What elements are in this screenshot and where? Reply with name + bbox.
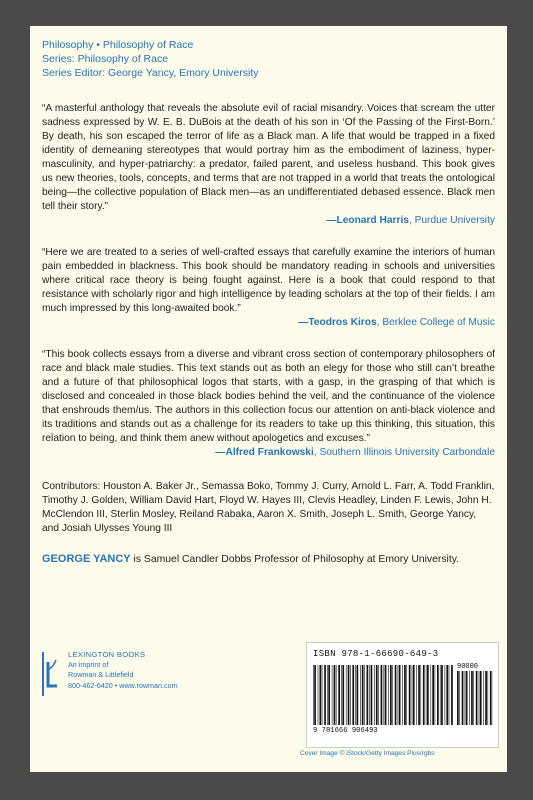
lexington-logo-icon xyxy=(42,652,60,696)
blurb-1-attribution xyxy=(42,214,495,228)
footer xyxy=(42,642,497,760)
publisher-info xyxy=(68,650,178,691)
barcode-bars xyxy=(313,665,453,725)
author-name: GEORGE YANCY xyxy=(42,553,131,565)
isbn-label: ISBN 978-1-66690-649-3 xyxy=(313,649,439,659)
back-cover xyxy=(30,26,507,772)
barcode-digits: 9 781666 906493 xyxy=(313,727,378,735)
publisher-imprint-line: An imprint of xyxy=(68,660,109,670)
barcode-addon-digits: 90000 xyxy=(457,663,479,671)
blurb-2-affiliation: , Berklee College of Music xyxy=(376,317,495,328)
blurb-1-author: —Leonard Harris xyxy=(326,215,409,226)
category-header xyxy=(42,38,495,80)
barcode-box xyxy=(306,642,499,748)
blurb-1: “A masterful anthology that reveals the absolute evil of racial misandry. Voices that scream the utter sadness expressed by W. E. B. DuBois at the death of his son in ‘Of the Passing of the First-Born.’ By death, his son escaped the terror of life as a Black man. A life that would be trapped in a fixed identity of demeaning stereotypes that would portray him as the embodiment of laziness, hyper-masculinity, and hyper-patriarchy: a predator, failed parent, and useless husband. This book gives us new theories, tools, concepts, and terms that are not trapped in a world that treats the ontological being—the collective population of Black men—as an undifferentiated debased essence. Black men tell their story.” xyxy=(42,103,495,212)
blurb-2: “Here we are treated to a series of well-crafted essays that carefully examine the interiors of human pain embedded in blackness. This book should be mandatory reading in schools and universities where critical race theory is being fought against. Here is a book that could respond to that resistance with scholarly rigor and high intelligence by leading scholars at the top of their fields. I am much impressed by this long-awaited book.” xyxy=(42,247,495,314)
blurb-2-attribution xyxy=(42,316,495,330)
barcode-addon-bars xyxy=(457,671,493,725)
blurb-3-author: —Alfred Frankowski xyxy=(215,447,314,458)
publisher-contact: 800-462-6420 • www.rowman.com xyxy=(68,680,178,690)
blurb-3: “This book collects essays from a diverse and vibrant cross section of contemporary philosophers of race and black male studies. This text stands out as both an elegy for those who still can’t breathe and a future of that philosophical logos that starts, with a gasp, in the grasping of that which is disclosed and concealed in those black bodies behind the veil, and the continuance of the violence that enshrouds them/us. The authors in this collection focus our attention on anti-black violence and its traditions and stands out as a challenge for its readers to take up this thinking, this situation, this relation to being, and think them anew without apologetics and excuses.” xyxy=(42,349,495,444)
blurb-3-affiliation: , Southern Illinois University Carbondale xyxy=(313,447,495,458)
series-line: Series: Philosophy of Race xyxy=(42,53,169,65)
category-line: Philosophy • Philosophy of Race xyxy=(42,39,194,51)
contributors-list: Contributors: Houston A. Baker Jr., Semassa Boko, Tommy J. Curry, Arnold L. Farr, A. Todd Franklin, Timothy J. Golden, William David Hart, Floyd W. Hayes III, Clevis Headley, Linden F. Lewis, John H. McClendon III, Sterlin Mosley, Reiland Rabaka, Aaron X. Smith, Joseph L. Smith, George Yancy, and Josiah Ulysses Young III xyxy=(42,481,495,534)
blurb-1-affiliation: , Purdue University xyxy=(408,215,495,226)
blurb-2-author: —Teodros Kiros xyxy=(298,317,377,328)
author-bio-text: is Samuel Candler Dobbs Professor of Philosophy at Emory University. xyxy=(130,554,460,565)
cover-image-credit: Cover Image © iStock/Getty Images Plus/rgbs xyxy=(300,750,435,757)
publisher-name: LEXINGTON BOOKS xyxy=(68,650,146,659)
publisher-parent: Rowman & Littlefield xyxy=(68,670,134,680)
blurb-3-attribution xyxy=(42,446,495,460)
author-bio xyxy=(42,552,495,567)
series-editor-line: Series Editor: George Yancy, Emory University xyxy=(42,67,259,79)
